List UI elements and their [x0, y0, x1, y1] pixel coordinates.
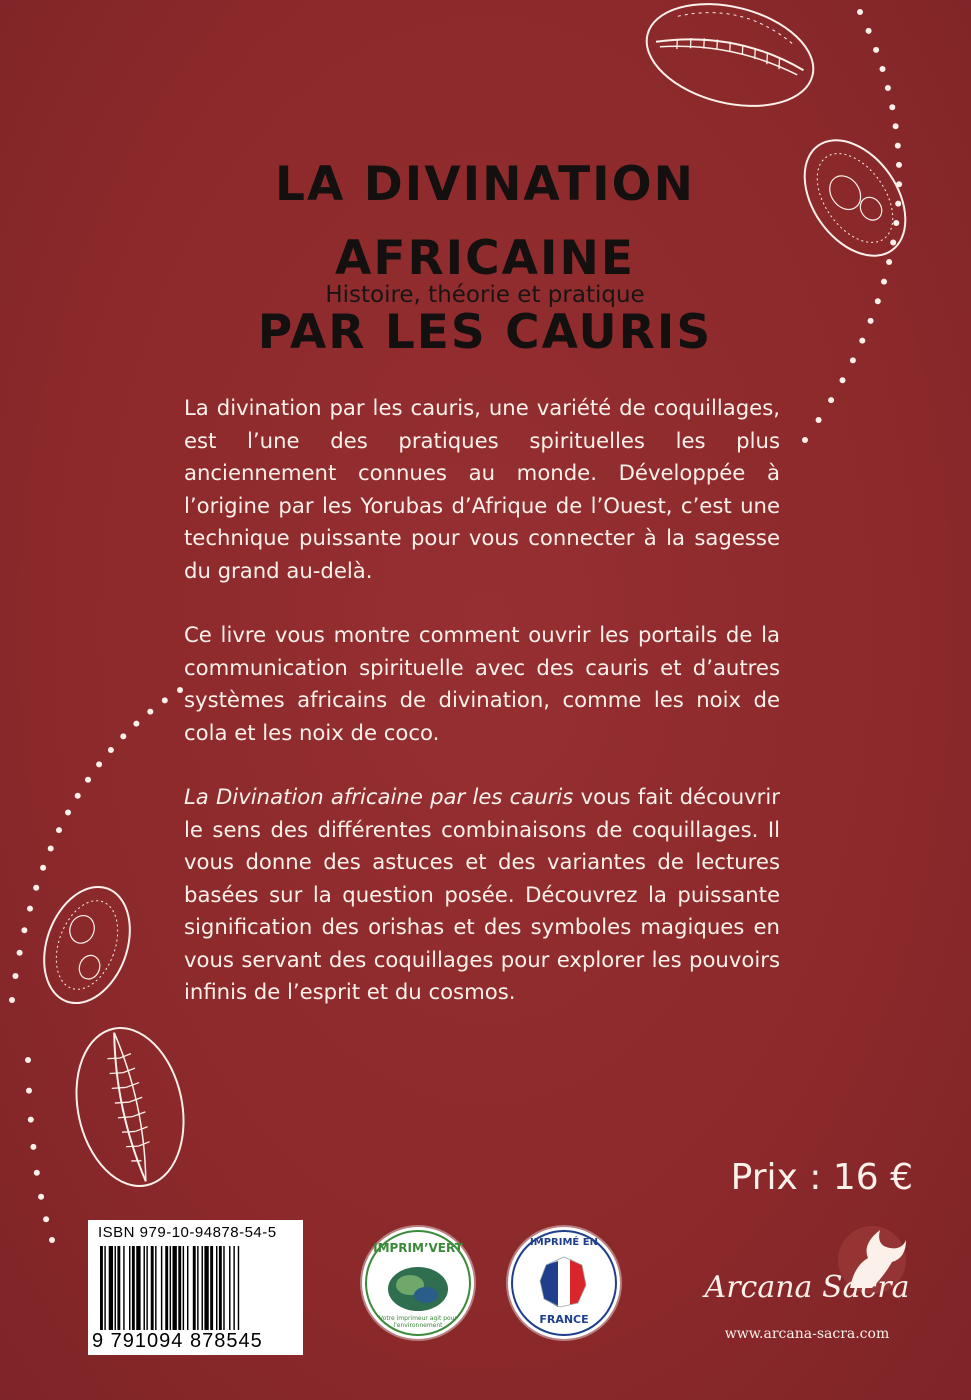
- barcode-bar: [233, 1246, 234, 1330]
- trail-dot: [49, 1237, 55, 1243]
- trail-dot: [26, 1088, 32, 1094]
- trail-dot: [880, 66, 886, 72]
- france-badge-top-text: IMPRIMÉ EN: [530, 1237, 598, 1248]
- barcode-bar: [204, 1246, 208, 1330]
- trail-dot: [56, 827, 62, 833]
- book-subtitle: Histoire, théorie et pratique: [325, 282, 645, 308]
- barcode-bar: [109, 1246, 113, 1330]
- trail-dot: [65, 810, 71, 816]
- barcode-bar: [132, 1246, 135, 1330]
- barcode-bar: [117, 1246, 120, 1330]
- cowrie-shell-bottom-left-icon: [60, 1015, 200, 1200]
- barcode-bar: [161, 1246, 162, 1330]
- isbn-label: ISBN 979-10-94878-54-5: [98, 1224, 277, 1241]
- barcode-bar: [146, 1246, 147, 1330]
- trail-dot: [147, 709, 153, 715]
- barcode-bar: [129, 1246, 130, 1330]
- book-title-line2: PAR LES CAURIS: [257, 305, 713, 360]
- isbn-barcode: [88, 1220, 303, 1355]
- book-title-line1: LA DIVINATION AFRICAINE: [275, 157, 695, 286]
- trail-dot: [120, 733, 126, 739]
- trail-dot: [96, 761, 102, 767]
- barcode-bar: [178, 1246, 181, 1330]
- trail-dot: [885, 85, 891, 91]
- barcode-bar: [173, 1246, 177, 1330]
- cowrie-shell-top-icon: [630, 0, 830, 120]
- trail-dot: [9, 997, 15, 1003]
- barcode-bar: [193, 1246, 196, 1330]
- barcode-bar: [216, 1246, 217, 1330]
- trail-dot: [828, 397, 834, 403]
- barcode-bar: [115, 1246, 116, 1330]
- publisher-url: www.arcana-sacra.com: [724, 1326, 890, 1342]
- trail-dot: [840, 377, 846, 383]
- publisher-logo: [692, 1220, 922, 1350]
- imprim-vert-badge: [362, 1227, 474, 1339]
- barcode-bar: [155, 1246, 156, 1330]
- france-badge-bottom-text: FRANCE: [539, 1313, 589, 1326]
- trail-dot: [857, 9, 863, 15]
- trail-dot: [177, 687, 183, 693]
- barcode-bar: [238, 1246, 239, 1330]
- trail-dot: [13, 973, 19, 979]
- barcode-digits: 9 791094 878545: [92, 1330, 263, 1352]
- barcode-bar: [123, 1246, 124, 1330]
- barcode-bar: [104, 1246, 105, 1330]
- trail-dot: [34, 1170, 40, 1176]
- publisher-name: Arcana Sacra: [704, 1270, 910, 1305]
- description-paragraph-2: Ce livre vous montre comment ouvrir les portails de la communication spirituelle avec des cauris et d’autres systèmes africains de divination, comme les noix de cola et les noix de coco.: [184, 622, 780, 745]
- barcode-bar: [202, 1246, 203, 1330]
- book-title: [120, 148, 850, 370]
- trail-dot: [866, 28, 872, 34]
- imprim-vert-title: IMPRIM’VERT: [373, 1241, 463, 1255]
- trail-dot: [850, 357, 856, 363]
- book-description: [184, 392, 780, 1041]
- cowrie-shell-left-icon: [22, 870, 152, 1020]
- trail-dot: [889, 104, 895, 110]
- barcode-bar: [210, 1246, 213, 1330]
- description-paragraph-3-text: vous fait découvrir le sens des différentes combinaisons de coquillages. Il vous donne des astuces et des variantes de lectures basées sur la question posée. Découvrez la puissante signification des orishas et des symboles magiques en vous servant des coquillages pour explorer les pouvoirs infinis de l’esprit et du cosmos.: [184, 784, 780, 1004]
- trail-dot: [816, 417, 822, 423]
- trail-dot: [28, 1117, 34, 1123]
- trail-dot: [75, 793, 81, 799]
- barcode-bar: [151, 1246, 154, 1330]
- barcode-bar: [170, 1246, 171, 1330]
- trail-dot: [133, 721, 139, 727]
- description-book-title-italic: La Divination africaine par les cauris: [184, 784, 574, 809]
- trail-dot: [859, 338, 865, 344]
- trail-dot: [802, 437, 808, 443]
- barcode-bar: [223, 1246, 224, 1330]
- trail-dot: [85, 777, 91, 783]
- trail-dot: [43, 1216, 49, 1222]
- barcode-bar: [229, 1246, 230, 1330]
- barcode-bar: [136, 1246, 140, 1330]
- description-paragraph-1: La divination par les cauris, une variété de coquillages, est l’une des pratiques spirituelles les plus anciennement connues au monde. Développée à l’origine par les Yorubas d’Afrique de l’Ouest, c’est une technique puissante pour vous connecter à la sagesse du grand au-delà.: [184, 395, 780, 583]
- barcode-bar: [165, 1246, 168, 1330]
- trail-dot: [108, 747, 114, 753]
- trail-dot: [875, 298, 881, 304]
- price-label: Prix : 16 €: [730, 1157, 913, 1198]
- description-paragraph-3: [184, 781, 780, 1009]
- trail-dot: [873, 47, 879, 53]
- trail-dot: [881, 279, 887, 285]
- barcode-bar: [219, 1246, 222, 1330]
- trail-dot: [162, 697, 168, 703]
- imprim-vert-caption: Votre imprimeur agit pour l'environnement: [379, 1315, 457, 1329]
- trail-dot: [30, 1144, 36, 1150]
- barcode-bar: [144, 1246, 145, 1330]
- barcode-bar: [100, 1246, 103, 1330]
- imprime-en-france-badge: [508, 1227, 620, 1339]
- trail-dot: [48, 846, 54, 852]
- barcode-bar: [183, 1246, 184, 1330]
- barcode-bars-icon: [100, 1246, 292, 1330]
- trail-dot: [38, 1194, 44, 1200]
- trail-dot: [25, 1057, 31, 1063]
- barcode-bar: [187, 1246, 188, 1330]
- trail-dot: [868, 318, 874, 324]
- barcode-bar: [197, 1246, 198, 1330]
